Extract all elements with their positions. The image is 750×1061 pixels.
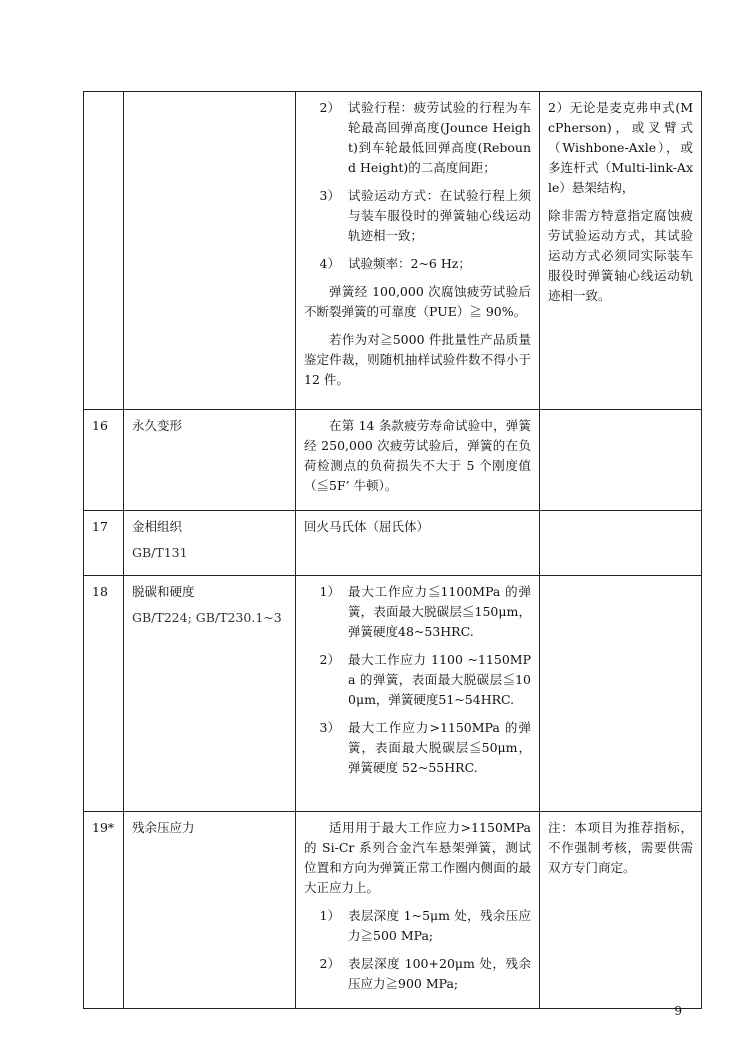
requirement-cell: [296, 812, 540, 1009]
note-paragraph: 2）无论是麦克弗申式(McPherson)，或叉臂式（Wishbone-Axle），或多连杆式（Multi-link-Axle）悬架结构，: [548, 100, 693, 195]
list-item: 4） 试验频率：2~6 Hz；: [319, 256, 471, 271]
note-cell: [540, 812, 702, 1009]
row-number-cell: [84, 92, 124, 410]
row-number-cell: 16: [84, 410, 124, 511]
standard-ref: GB/T131: [132, 545, 188, 560]
list-item: 2） 最大工作应力 1100 ~1150MPa 的弹簧，表面最大脱碳层≦100μm，弹簧硬度51~54HRC.: [319, 652, 531, 707]
list-item: 1） 最大工作应力≦1100MPa 的弹簧，表面最大脱碳层≦150μm，弹簧硬度48~53HRC.: [319, 584, 531, 639]
table-row: [84, 511, 702, 576]
row-number-cell: 19*: [84, 812, 124, 1009]
requirement-paragraph: 适用用于最大工作应力>1150MPa 的 Si-Cr 系列合金汽车悬架弹簧，测试位置和方向为弹簧正常工作圈内侧面的最大正应力上。: [304, 820, 531, 895]
table-row: [84, 812, 702, 1009]
item-name-cell: 脱碳和硬度 GB/T224; GB/T230.1~3: [124, 576, 296, 812]
list-item: 2） 试验行程：疲劳试验的行程为车轮最高回弹高度(Jounce Height)到车轮最低回弹高度(Rebound Height)的二高度间距；: [319, 100, 531, 175]
requirement-paragraph: 在第 14 条款疲劳寿命试验中，弹簧经 250,000 次疲劳试验后，弹簧的在负荷检测点的负荷损失不大于 5 个刚度值（≦5F’ 牛顿）。: [304, 418, 531, 493]
requirement-cell: [296, 410, 540, 511]
note-paragraph: 除非需方特意指定腐蚀疲劳试验运动方式，其试验运动方式必须同实际装车服役时弹簧轴心线运动轨迹相一致。: [548, 208, 693, 303]
requirement-cell: [296, 92, 540, 410]
table-row: [84, 92, 702, 410]
note-cell: [540, 576, 702, 812]
note-cell: [540, 410, 702, 511]
table-row: [84, 410, 702, 511]
list-item: 1） 表层深度 1~5μm 处，残余压应力≧500 MPa;: [319, 908, 531, 943]
list-item: 3） 最大工作应力>1150MPa 的弹簧，表面最大脱碳层≦50μm，弹簧硬度 52~55HRC.: [319, 720, 531, 775]
item-name-cell: [124, 92, 296, 410]
requirement-paragraph: 弹簧经 100,000 次腐蚀疲劳试验后不断裂弹簧的可靠度（PUE）≧ 90%。: [304, 284, 531, 319]
requirement-cell: 回火马氏体（屈氏体）: [296, 511, 540, 576]
item-name-cell: 金相组织 GB/T131: [124, 511, 296, 576]
standard-ref: GB/T224; GB/T230.1~3: [132, 610, 282, 625]
item-name-cell: 残余压应力: [124, 812, 296, 1009]
spec-table: [83, 91, 702, 1009]
row-number-cell: 17: [84, 511, 124, 576]
list-item: 3） 试验运动方式：在试验行程上须与装车服役时的弹簧轴心线运动轨迹相一致；: [319, 188, 531, 243]
requirement-cell: [296, 576, 540, 812]
table-row: [84, 576, 702, 812]
item-name-cell: 永久变形: [124, 410, 296, 511]
row-number-cell: 18: [84, 576, 124, 812]
note-paragraph: 注：本项目为推荐指标，不作强制考核，需要供需双方专门商定。: [548, 820, 693, 875]
note-cell: [540, 92, 702, 410]
note-cell: [540, 511, 702, 576]
list-item: 2） 表层深度 100+20μm 处，残余压应力≧900 MPa;: [319, 956, 531, 991]
page-number: 9: [674, 1004, 682, 1018]
requirement-paragraph: 若作为对≧5000 件批量性产品质量鉴定件裁，则随机抽样试验件数不得小于 12 件。: [304, 332, 531, 387]
